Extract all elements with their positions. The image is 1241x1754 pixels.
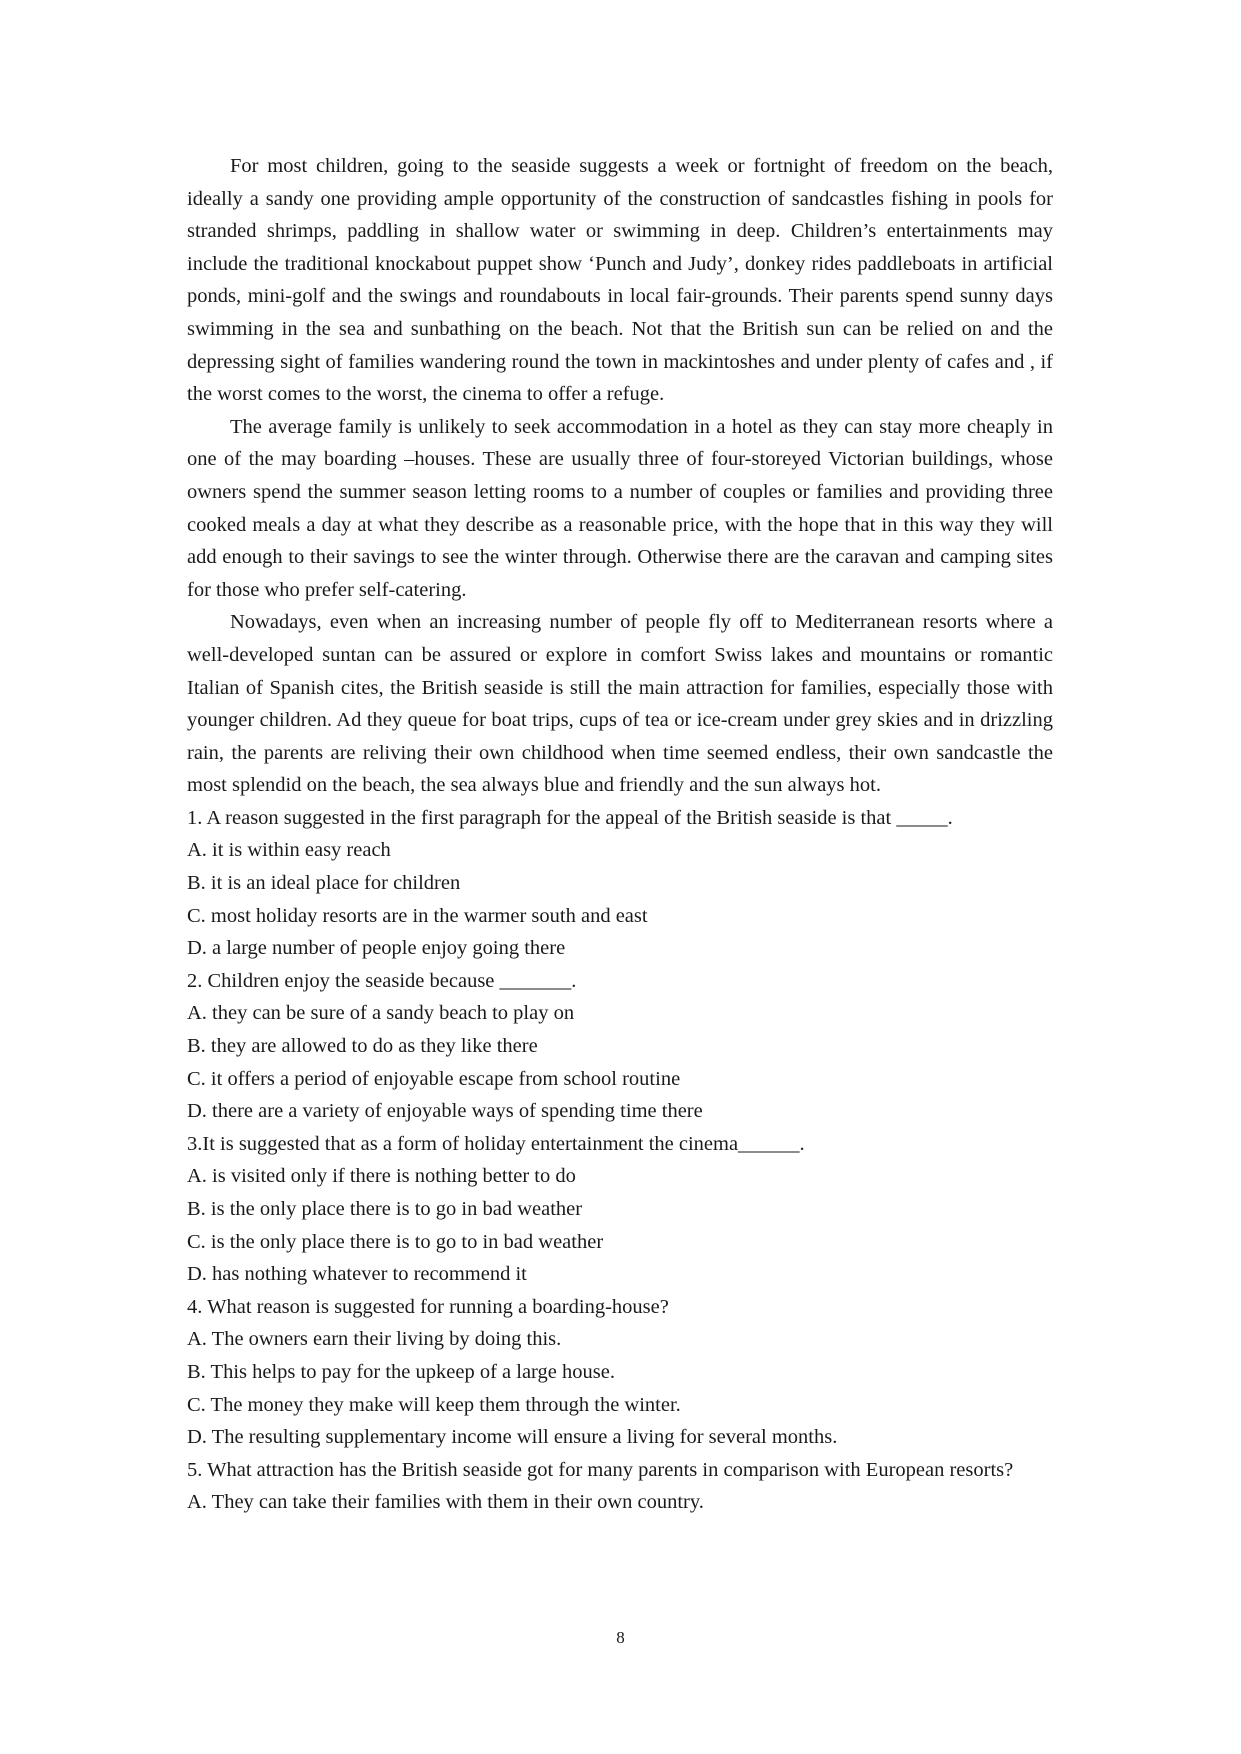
question-5 xyxy=(187,1454,1053,1519)
page-number: 8 xyxy=(616,1628,625,1647)
option-a: A. they can be sure of a sandy beach to play on xyxy=(187,1002,575,1025)
document-body xyxy=(187,150,1053,1519)
option-a: A. is visited only if there is nothing better to do xyxy=(187,1165,576,1188)
passage-paragraph-1: For most children, going to the seaside suggests a week or fortnight of freedom on the beach, ideally a sandy one providing ample opportunity of the construction of sandcastles fishing in pools for stranded shrimps, paddling in shallow water or swimming in deep. Children’s entertainments may include the traditional knockabout puppet show ‘Punch and Judy’, donkey rides paddleboats in artificial ponds, mini-golf and the swings and roundabouts in local fair-grounds. Their parents spend sunny days swimming in the sea and sunbathing on the beach. Not that the British sun can be relied on and the depressing sight of families wandering round the town in mackintoshes and under plenty of cafes and , if the worst comes to the worst, the cinema to offer a refuge. xyxy=(187,155,1053,406)
question-stem: 2. Children enjoy the seaside because _______. xyxy=(187,969,577,992)
option-d: D. The resulting supplementary income will ensure a living for several months. xyxy=(187,1426,838,1449)
option-d: D. has nothing whatever to recommend it xyxy=(187,1263,527,1286)
option-c: C. most holiday resorts are in the warmer south and east xyxy=(187,904,648,927)
question-stem: 3.It is suggested that as a form of holiday entertainment the cinema______. xyxy=(187,1132,805,1155)
option-c: C. it offers a period of enjoyable escape from school routine xyxy=(187,1067,681,1090)
passage-paragraph-2: The average family is unlikely to seek accommodation in a hotel as they can stay more cheaply in one of the may boarding –houses. These are usually three of four-storeyed Victorian buildings, whose owners spend the summer season letting rooms to a number of couples or families and providing three cooked meals a day at what they describe as a reasonable price, with the hope that in this way they will add enough to their savings to see the winter through. Otherwise there are the caravan and camping sites for those who prefer self-catering. xyxy=(187,415,1053,601)
question-3 xyxy=(187,1128,1053,1291)
option-d: D. there are a variety of enjoyable ways of spending time there xyxy=(187,1100,703,1123)
question-stem: 1. A reason suggested in the first paragraph for the appeal of the British seaside is that _____. xyxy=(187,806,953,829)
option-c: C. The money they make will keep them through the winter. xyxy=(187,1393,681,1416)
option-c: C. is the only place there is to go to in bad weather xyxy=(187,1230,604,1253)
question-stem: 5. What attraction has the British seaside got for many parents in comparison with European resorts? xyxy=(187,1458,1014,1481)
question-1 xyxy=(187,802,1053,965)
option-d: D. a large number of people enjoy going there xyxy=(187,937,566,960)
question-4 xyxy=(187,1291,1053,1454)
question-2 xyxy=(187,965,1053,1128)
passage-paragraph-3: Nowadays, even when an increasing number of people fly off to Mediterranean resorts where a well-developed suntan can be assured or explore in comfort Swiss lakes and mountains or romantic Italian of Spanish cites, the British seaside is still the main attraction for families, especially those with younger children. Ad they queue for boat trips, cups of tea or ice-cream under grey skies and in drizzling rain, the parents are reliving their own childhood when time seemed endless, their own sandcastle the most splendid on the beach, the sea always blue and friendly and the sun always hot. xyxy=(187,611,1053,797)
option-a: A. it is within easy reach xyxy=(187,839,391,862)
option-b: B. is the only place there is to go in bad weather xyxy=(187,1198,583,1220)
option-b: B. they are allowed to do as they like there xyxy=(187,1035,538,1058)
question-stem: 4. What reason is suggested for running a boarding-house? xyxy=(187,1295,669,1318)
option-b: B. it is an ideal place for children xyxy=(187,872,461,895)
option-a: A. The owners earn their living by doing this. xyxy=(187,1328,562,1351)
option-b: B. This helps to pay for the upkeep of a large house. xyxy=(187,1360,615,1383)
option-a: A. They can take their families with them in their own country. xyxy=(187,1491,704,1514)
